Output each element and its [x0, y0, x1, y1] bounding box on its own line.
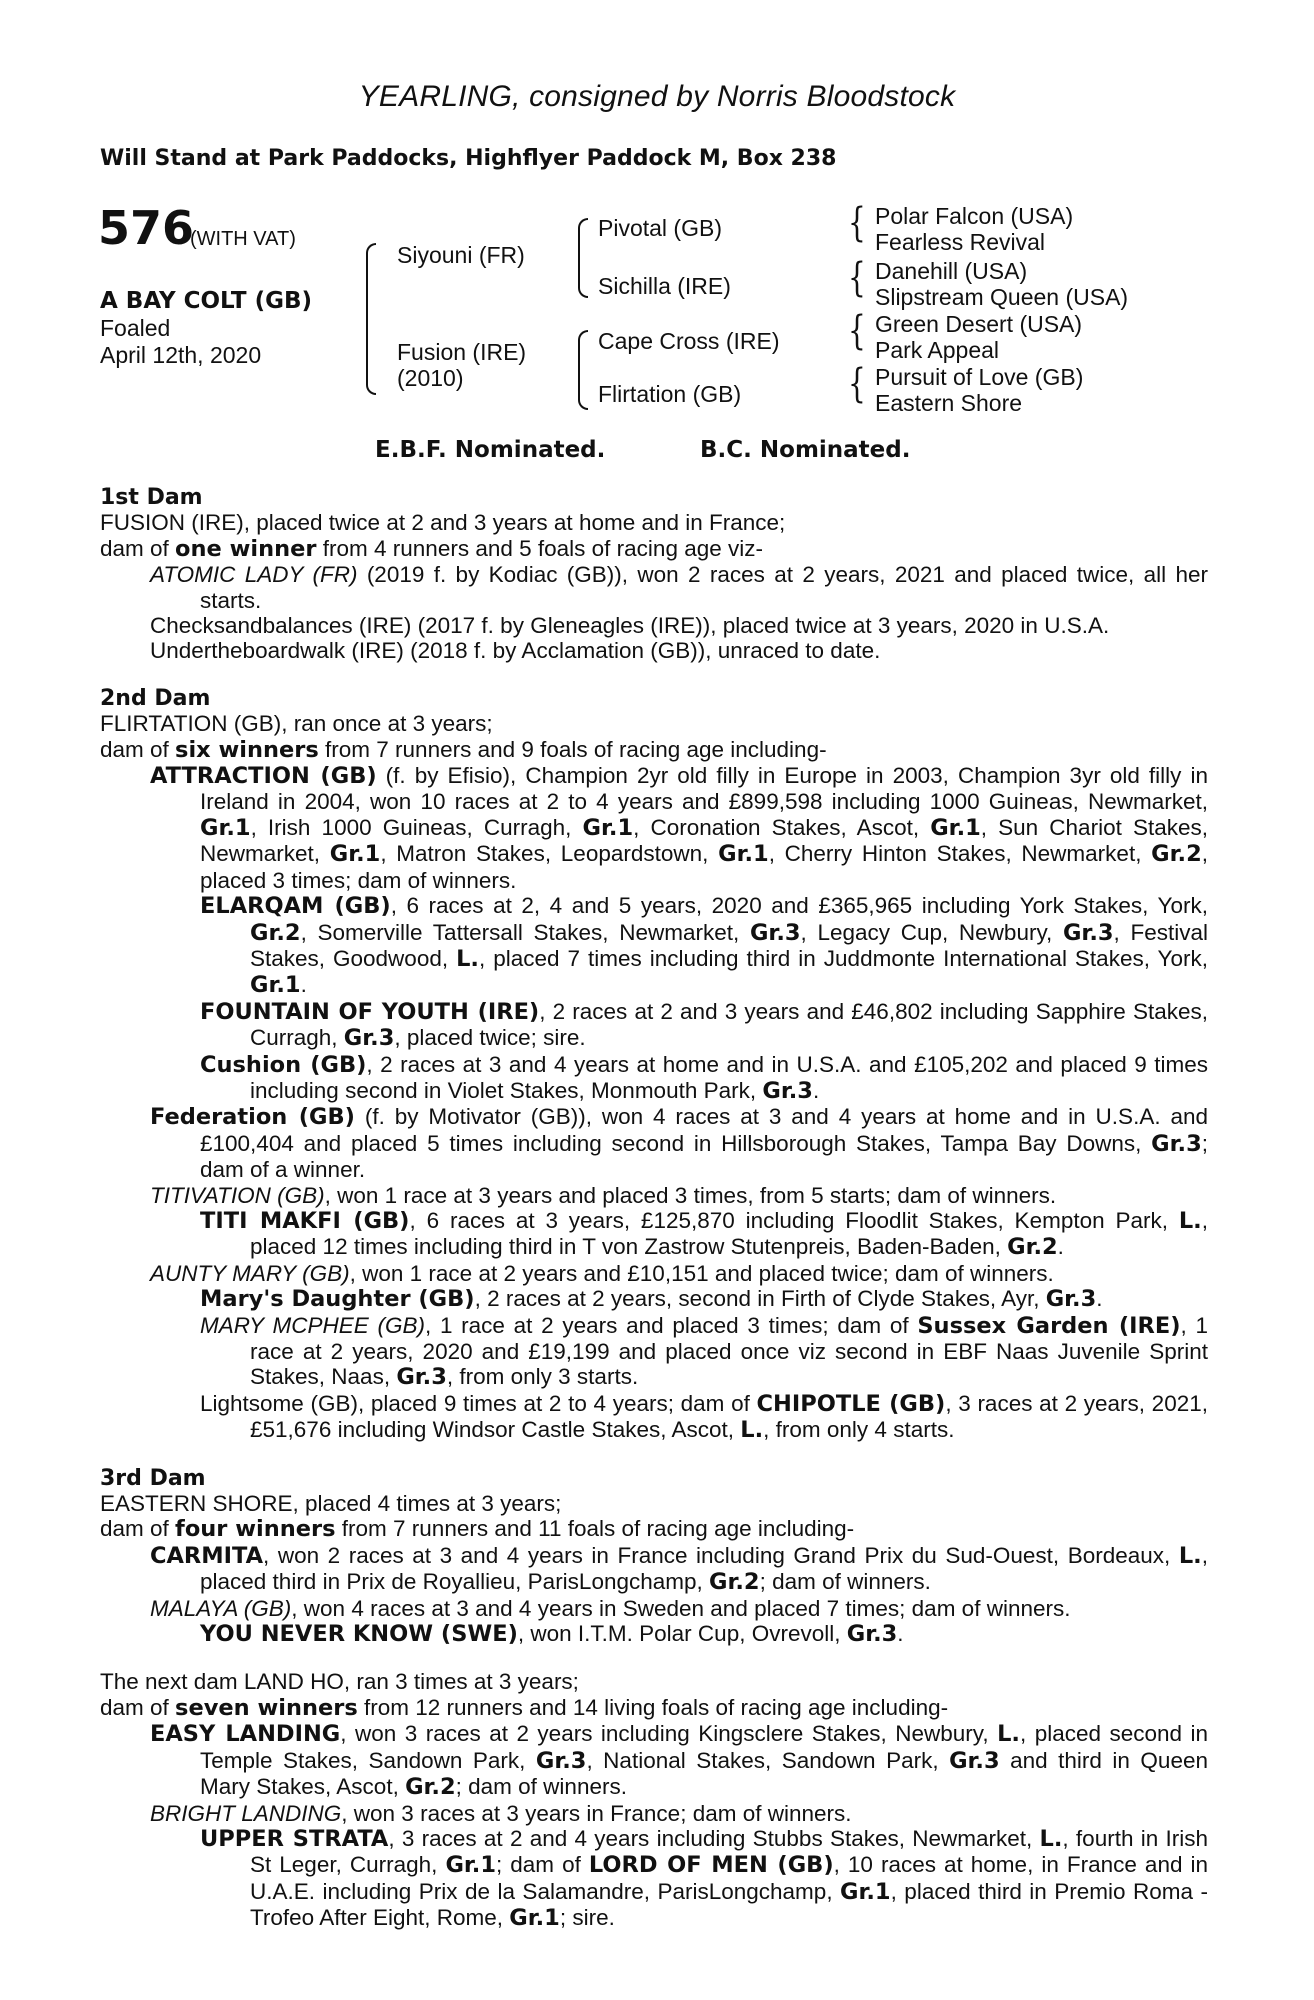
section-heading: 2nd Dam — [100, 685, 211, 711]
foaled-date: Foaled April 12th, 2020 — [100, 315, 262, 368]
produce-entry: MALAYA (GB), won 4 races at 3 and 4 years in Sweden and placed 7 times; dam of winners. — [150, 1595, 1071, 1621]
dam-name: Fusion (IRE) (2010) — [397, 339, 527, 391]
gen3-sds: Danehill (USA) — [875, 258, 1028, 284]
dam-summary: FUSION (IRE), placed twice at 2 and 3 years at home and in France; dam of one winner from 4 runners and 5 foals of racing age viz- — [100, 510, 786, 562]
gen3-ssd: Fearless Revival — [875, 229, 1045, 255]
dam-dam: Flirtation (GB) — [598, 381, 742, 407]
produce-entry: Lightsome (GB), placed 9 times at 2 to 4 years; dam of CHIPOTLE (GB), 3 races at 2 years, 2021, £51,676 including Windsor Castle Stakes, Ascot, L., from only 4 starts. — [200, 1390, 1208, 1444]
lot-title: A BAY COLT (GB) — [100, 288, 313, 314]
consignment-line: YEARLING, consigned by Norris Bloodstock — [358, 80, 956, 113]
dam-sire: Cape Cross (IRE) — [598, 328, 780, 354]
pedigree-brace-dam — [578, 330, 588, 410]
brace-glyph: { — [848, 200, 866, 246]
gen3-sss: Polar Falcon (USA) — [875, 203, 1074, 229]
produce-entry: TITIVATION (GB), won 1 race at 3 years and placed 3 times, from 5 starts; dam of winners. — [150, 1182, 1057, 1208]
produce-entry: AUNTY MARY (GB), won 1 race at 2 years and £10,151 and placed twice; dam of winners. — [150, 1260, 1054, 1286]
gen3-dsd: Park Appeal — [875, 337, 1000, 363]
gen3-ddd: Eastern Shore — [875, 390, 1023, 416]
stabling-location: Will Stand at Park Paddocks, Highflyer Paddock M, Box 238 — [100, 146, 837, 171]
dam-summary: FLIRTATION (GB), ran once at 3 years; dam of six winners from 7 runners and 9 foals of racing age including- — [100, 711, 827, 763]
produce-entry: ATOMIC LADY (FR) (2019 f. by Kodiac (GB)), won 2 races at 2 years, 2021 and placed twice, all her starts. — [150, 562, 1208, 613]
produce-entry: Undertheboardwalk (IRE) (2018 f. by Acclamation (GB)), unraced to date. — [150, 638, 881, 664]
produce-entry: YOU NEVER KNOW (SWE), won I.T.M. Polar Cup, Ovrevoll, Gr.3. — [200, 1621, 904, 1648]
pedigree-brace-gen1 — [366, 243, 376, 395]
brace-glyph: { — [848, 255, 866, 301]
gen3-dss: Green Desert (USA) — [875, 311, 1083, 337]
gen3-sdd: Slipstream Queen (USA) — [875, 284, 1129, 310]
produce-entry: BRIGHT LANDING, won 3 races at 3 years in France; dam of winners. — [150, 1800, 852, 1826]
gen3-dds: Pursuit of Love (GB) — [875, 364, 1084, 390]
produce-entry: ATTRACTION (GB) (f. by Efisio), Champion 2yr old filly in Europe in 2003, Champion 3yr old filly in Ireland in 2004, won 10 races at 2 to 4 years and £899,598 including 1000 Guineas, Newmarket, Gr.1, Irish 1000 Guineas, Curragh, Gr.1, Coronation Stakes, Ascot, Gr.1, Sun Chariot Stakes, Newmarket, Gr.1, Matron Stakes, Leopardstown, Gr.1, Cherry Hinton Stakes, Newmarket, Gr.2, placed 3 times; dam of winners. — [150, 763, 1208, 893]
sire-dam: Sichilla (IRE) — [598, 273, 731, 299]
vat-label: (WITH VAT) — [190, 228, 296, 250]
produce-entry: ELARQAM (GB), 6 races at 2, 4 and 5 years, 2020 and £365,965 including York Stakes, York, Gr.2, Somerville Tattersall Stakes, Newmarket, Gr.3, Legacy Cup, Newbury, Gr.3, Festival Stakes, Goodwood, L., placed 7 times including third in Juddmonte International Stakes, York, Gr.1. — [200, 893, 1208, 999]
produce-entry: MARY MCPHEE (GB), 1 race at 2 years and placed 3 times; dam of Sussex Garden (IRE), 1 race at 2 years, 2020 and £19,199 and placed once viz second in EBF Naas Juvenile Sprint Stakes, Naas, Gr.3, from only 3 starts. — [200, 1312, 1208, 1391]
dam-summary: EASTERN SHORE, placed 4 times at 3 years; dam of four winners from 7 runners and 11 foals of racing age including- — [100, 1491, 855, 1543]
brace-glyph: { — [848, 308, 866, 354]
dam-summary: The next dam LAND HO, ran 3 times at 3 years; dam of seven winners from 12 runners and 14 living foals of racing age including- — [100, 1669, 949, 1721]
ebf-nominated: E.B.F. Nominated. — [375, 437, 606, 463]
produce-entry: Mary's Daughter (GB), 2 races at 2 years, second in Firth of Clyde Stakes, Ayr, Gr.3. — [200, 1286, 1103, 1313]
produce-entry: FOUNTAIN OF YOUTH (IRE), 2 races at 2 and 3 years and £46,802 including Sapphire Stakes, Curragh, Gr.3, placed twice; sire. — [200, 998, 1208, 1052]
section-heading: 3rd Dam — [100, 1465, 206, 1491]
sire-name: Siyouni (FR) — [397, 242, 525, 268]
bc-nominated: B.C. Nominated. — [700, 437, 911, 463]
pedigree-brace-sire — [578, 218, 588, 298]
produce-entry: TITI MAKFI (GB), 6 races at 3 years, £125,870 including Floodlit Stakes, Kempton Park, L., placed 12 times including third in T von Zastrow Stutenpreis, Baden-Baden, Gr.2. — [200, 1207, 1208, 1261]
catalogue-body — [100, 485, 1208, 1932]
produce-entry: Federation (GB) (f. by Motivator (GB)), won 4 races at 3 and 4 years at home and in U.S.A. and £100,404 and placed 5 times including second in Hillsborough Stakes, Tampa Bay Downs, Gr.3; dam of a winner. — [150, 1104, 1208, 1183]
sire-sire: Pivotal (GB) — [598, 215, 722, 241]
produce-entry: Cushion (GB), 2 races at 3 and 4 years at home and in U.S.A. and £105,202 and placed 9 times including second in Violet Stakes, Monmouth Park, Gr.3. — [200, 1051, 1208, 1104]
lot-number: 576 — [98, 201, 195, 255]
produce-entry: Checksandbalances (IRE) (2017 f. by Gleneagles (IRE)), placed twice at 3 years, 2020 in U.S.A. — [150, 613, 1110, 639]
produce-entry: EASY LANDING, won 3 races at 2 years including Kingsclere Stakes, Newbury, L., placed second in Temple Stakes, Sandown Park, Gr.3, National Stakes, Sandown Park, Gr.3 and third in Queen Mary Stakes, Ascot, Gr.2; dam of winners. — [150, 1721, 1209, 1801]
produce-entry: CARMITA, won 2 races at 3 and 4 years in France including Grand Prix du Sud-Ouest, Bordeaux, L., placed third in Prix de Royallieu, ParisLongchamp, Gr.2; dam of winners. — [150, 1542, 1208, 1596]
section-heading: 1st Dam — [100, 485, 203, 510]
brace-glyph: { — [848, 361, 866, 407]
produce-entry: UPPER STRATA, 3 races at 2 and 4 years including Stubbs Stakes, Newmarket, L., fourth in Irish St Leger, Curragh, Gr.1; dam of LORD OF MEN (GB), 10 races at home, in France and in U.A.E. including Prix de la Salamandre, ParisLongchamp, Gr.1, placed third in Premio Roma - Trofeo After Eight, Rome, Gr.1; sire. — [200, 1825, 1209, 1932]
